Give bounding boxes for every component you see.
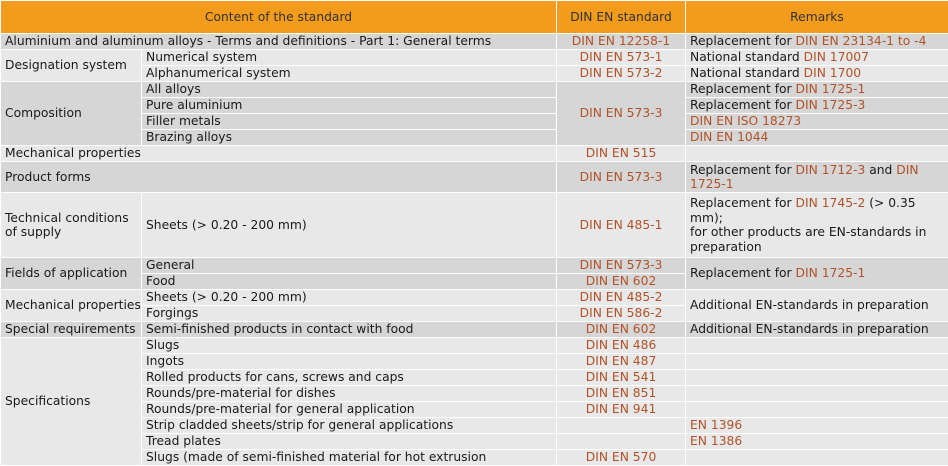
remark-text: Replacement for <box>690 98 796 113</box>
table-row <box>1 82 948 97</box>
row-label: Rolled products for cans, screws and caps <box>142 370 556 385</box>
remark <box>686 338 948 353</box>
table-row <box>1 386 948 401</box>
remark <box>686 434 948 449</box>
standard-link-text[interactable]: DIN EN 573-2 <box>579 66 663 81</box>
category-label: Designation system <box>1 50 141 81</box>
standard-link[interactable] <box>557 66 685 81</box>
remark-text: and <box>865 162 897 177</box>
remark-link[interactable]: EN 1396 <box>690 418 743 433</box>
standard-link[interactable] <box>557 50 685 65</box>
standard-link-text[interactable]: DIN EN 486 <box>585 338 657 353</box>
row-label: Slugs (made of semi-finished material for hot extrusion <box>142 450 556 465</box>
table-row <box>1 130 948 145</box>
standard-link[interactable] <box>557 290 685 305</box>
remark-text: Replacement for <box>690 266 796 281</box>
remark <box>686 386 948 401</box>
row-label: Strip cladded sheets/strip for general applications <box>142 418 556 433</box>
remark <box>686 258 948 289</box>
standard-link[interactable] <box>557 146 685 161</box>
header-content: Content of the standard <box>1 1 556 33</box>
standard-link-text[interactable]: DIN EN 485-1 <box>579 217 663 232</box>
table-row <box>1 290 948 305</box>
table-row <box>1 146 948 161</box>
remark-text: National standard <box>690 50 804 65</box>
standard-link[interactable] <box>557 306 685 321</box>
table-row <box>1 322 948 337</box>
category-label: Specifications <box>1 338 141 465</box>
standard-link-text[interactable]: DIN EN 851 <box>585 386 657 401</box>
remark-link[interactable]: DIN 1725-1 <box>795 82 866 97</box>
table-row <box>1 114 948 129</box>
row-label: Semi-finished products in contact with food <box>142 322 556 337</box>
remark-link[interactable]: DIN 1725-3 <box>795 98 866 113</box>
standard-link-text[interactable]: DIN EN 602 <box>585 274 657 289</box>
row-label: Alphanumerical system <box>142 66 556 81</box>
standard-link-text[interactable]: DIN EN 586-2 <box>579 306 663 321</box>
remark-link[interactable]: DIN EN ISO 18273 <box>690 114 802 129</box>
remark <box>686 130 948 145</box>
row-label: Product forms <box>1 162 556 192</box>
standard-link[interactable] <box>557 322 685 337</box>
row-label: Numerical system <box>142 50 556 65</box>
row-label: Tread plates <box>142 434 556 449</box>
standard-link-text[interactable]: DIN EN 573-3 <box>579 106 663 121</box>
standard-link[interactable] <box>557 354 685 369</box>
standard-link-text[interactable]: DIN EN 573-1 <box>579 50 663 65</box>
row-label: Slugs <box>142 338 556 353</box>
remark-text: National standard <box>690 66 804 81</box>
remark-text: Replacement for <box>690 162 796 177</box>
remark <box>686 370 948 385</box>
table-row <box>1 193 948 257</box>
standard-link[interactable] <box>557 193 685 257</box>
remark <box>686 354 948 369</box>
remark <box>686 450 948 465</box>
standard-link[interactable] <box>557 34 685 49</box>
table-row <box>1 258 948 273</box>
remark <box>686 193 948 257</box>
row-label: Brazing alloys <box>142 130 556 145</box>
row-label: Mechanical properties <box>1 146 556 161</box>
row-label: Forgings <box>142 306 556 321</box>
category-label: Technical conditions of supply <box>1 193 141 257</box>
remark-text: (> 0.35 mm); <box>690 196 916 225</box>
table-row <box>1 98 948 113</box>
table-row <box>1 50 948 65</box>
remark-link[interactable]: DIN 17007 <box>803 50 869 65</box>
table-row <box>1 66 948 81</box>
table-row <box>1 370 948 385</box>
table-row <box>1 162 948 192</box>
category-label: Composition <box>1 82 141 145</box>
remark <box>686 114 948 129</box>
remark <box>686 66 948 81</box>
remark-text: for other products are EN-standards in preparation <box>690 225 927 254</box>
standard-link-text[interactable]: DIN EN 573-3 <box>579 169 663 184</box>
remark-link[interactable]: EN 1386 <box>690 434 743 449</box>
standard-link-text[interactable]: DIN EN 602 <box>585 322 657 337</box>
standard-link[interactable] <box>557 258 685 273</box>
remark <box>686 402 948 417</box>
standard-link-text[interactable]: DIN EN 941 <box>585 402 657 417</box>
row-label: All alloys <box>142 82 556 97</box>
remark-text: Replacement for <box>690 196 796 210</box>
remark <box>686 146 948 161</box>
remark: Additional EN-standards in preparation <box>686 290 948 321</box>
standard-link[interactable] <box>557 370 685 385</box>
remark <box>686 98 948 113</box>
standard-link-text[interactable]: DIN EN 515 <box>585 146 657 161</box>
remark-text: Replacement for <box>690 34 796 49</box>
category-label: Fields of application <box>1 258 141 289</box>
standard-link[interactable] <box>557 162 685 192</box>
category-label: Special requirements <box>1 322 141 337</box>
standard-cell <box>557 434 685 449</box>
standard-link[interactable] <box>557 386 685 401</box>
row-label: Sheets (> 0.20 - 200 mm) <box>142 290 556 305</box>
header-remarks: Remarks <box>686 1 948 33</box>
standard-link-text[interactable]: DIN EN 541 <box>585 370 657 385</box>
standard-link-text[interactable]: DIN EN 485-2 <box>579 290 663 305</box>
table-row <box>1 418 948 433</box>
row-label: Ingots <box>142 354 556 369</box>
standard-link[interactable] <box>557 402 685 417</box>
remark <box>686 50 948 65</box>
header-standard: DIN EN standard <box>557 1 685 33</box>
standard-link-text[interactable]: DIN EN 570 <box>585 450 657 465</box>
remark: Additional EN-standards in preparation <box>686 322 948 337</box>
remark <box>686 82 948 97</box>
standard-link[interactable] <box>557 274 685 289</box>
standard-link[interactable] <box>557 450 685 465</box>
row-label: Food <box>142 274 556 289</box>
remark-link[interactable]: DIN 1712-3 <box>795 162 866 177</box>
row-label: Sheets (> 0.20 - 200 mm) <box>142 193 556 257</box>
remark-link[interactable]: DIN 1700 <box>803 66 862 81</box>
standard-link[interactable] <box>557 338 685 353</box>
remark-link[interactable]: DIN 1725-1 <box>690 162 919 191</box>
row-label: Pure aluminium <box>142 98 556 113</box>
remark <box>686 162 948 192</box>
standard-link-text[interactable]: DIN EN 12258-1 <box>571 34 671 49</box>
remark-link[interactable]: DIN EN 1044 <box>690 130 769 145</box>
remark <box>686 34 948 49</box>
standard-link[interactable] <box>557 82 685 145</box>
table-row <box>1 402 948 417</box>
row-label: Rounds/pre-material for dishes <box>142 386 556 401</box>
table-row <box>1 450 948 465</box>
standard-link-text[interactable]: DIN EN 573-3 <box>579 258 663 273</box>
row-label: General <box>142 258 556 273</box>
table-row <box>1 34 948 49</box>
row-label: Filler metals <box>142 114 556 129</box>
remark-link[interactable]: DIN 1725-1 <box>795 266 866 281</box>
header-row <box>1 1 948 33</box>
remark-text: Replacement for <box>690 82 796 97</box>
remark-link[interactable]: DIN 1745-2 <box>795 196 866 210</box>
standard-link-text[interactable]: DIN EN 487 <box>585 354 657 369</box>
standard-cell <box>557 418 685 433</box>
table-row <box>1 434 948 449</box>
category-label: Mechanical properties <box>1 290 141 321</box>
table-row <box>1 338 948 353</box>
remark <box>686 418 948 433</box>
remark-link[interactable]: DIN EN 23134-1 to -4 <box>795 34 927 49</box>
row-label: Rounds/pre-material for general application <box>142 402 556 417</box>
row-label: Aluminium and aluminum alloys - Terms and definitions - Part 1: General terms <box>1 34 556 49</box>
table-row <box>1 354 948 369</box>
